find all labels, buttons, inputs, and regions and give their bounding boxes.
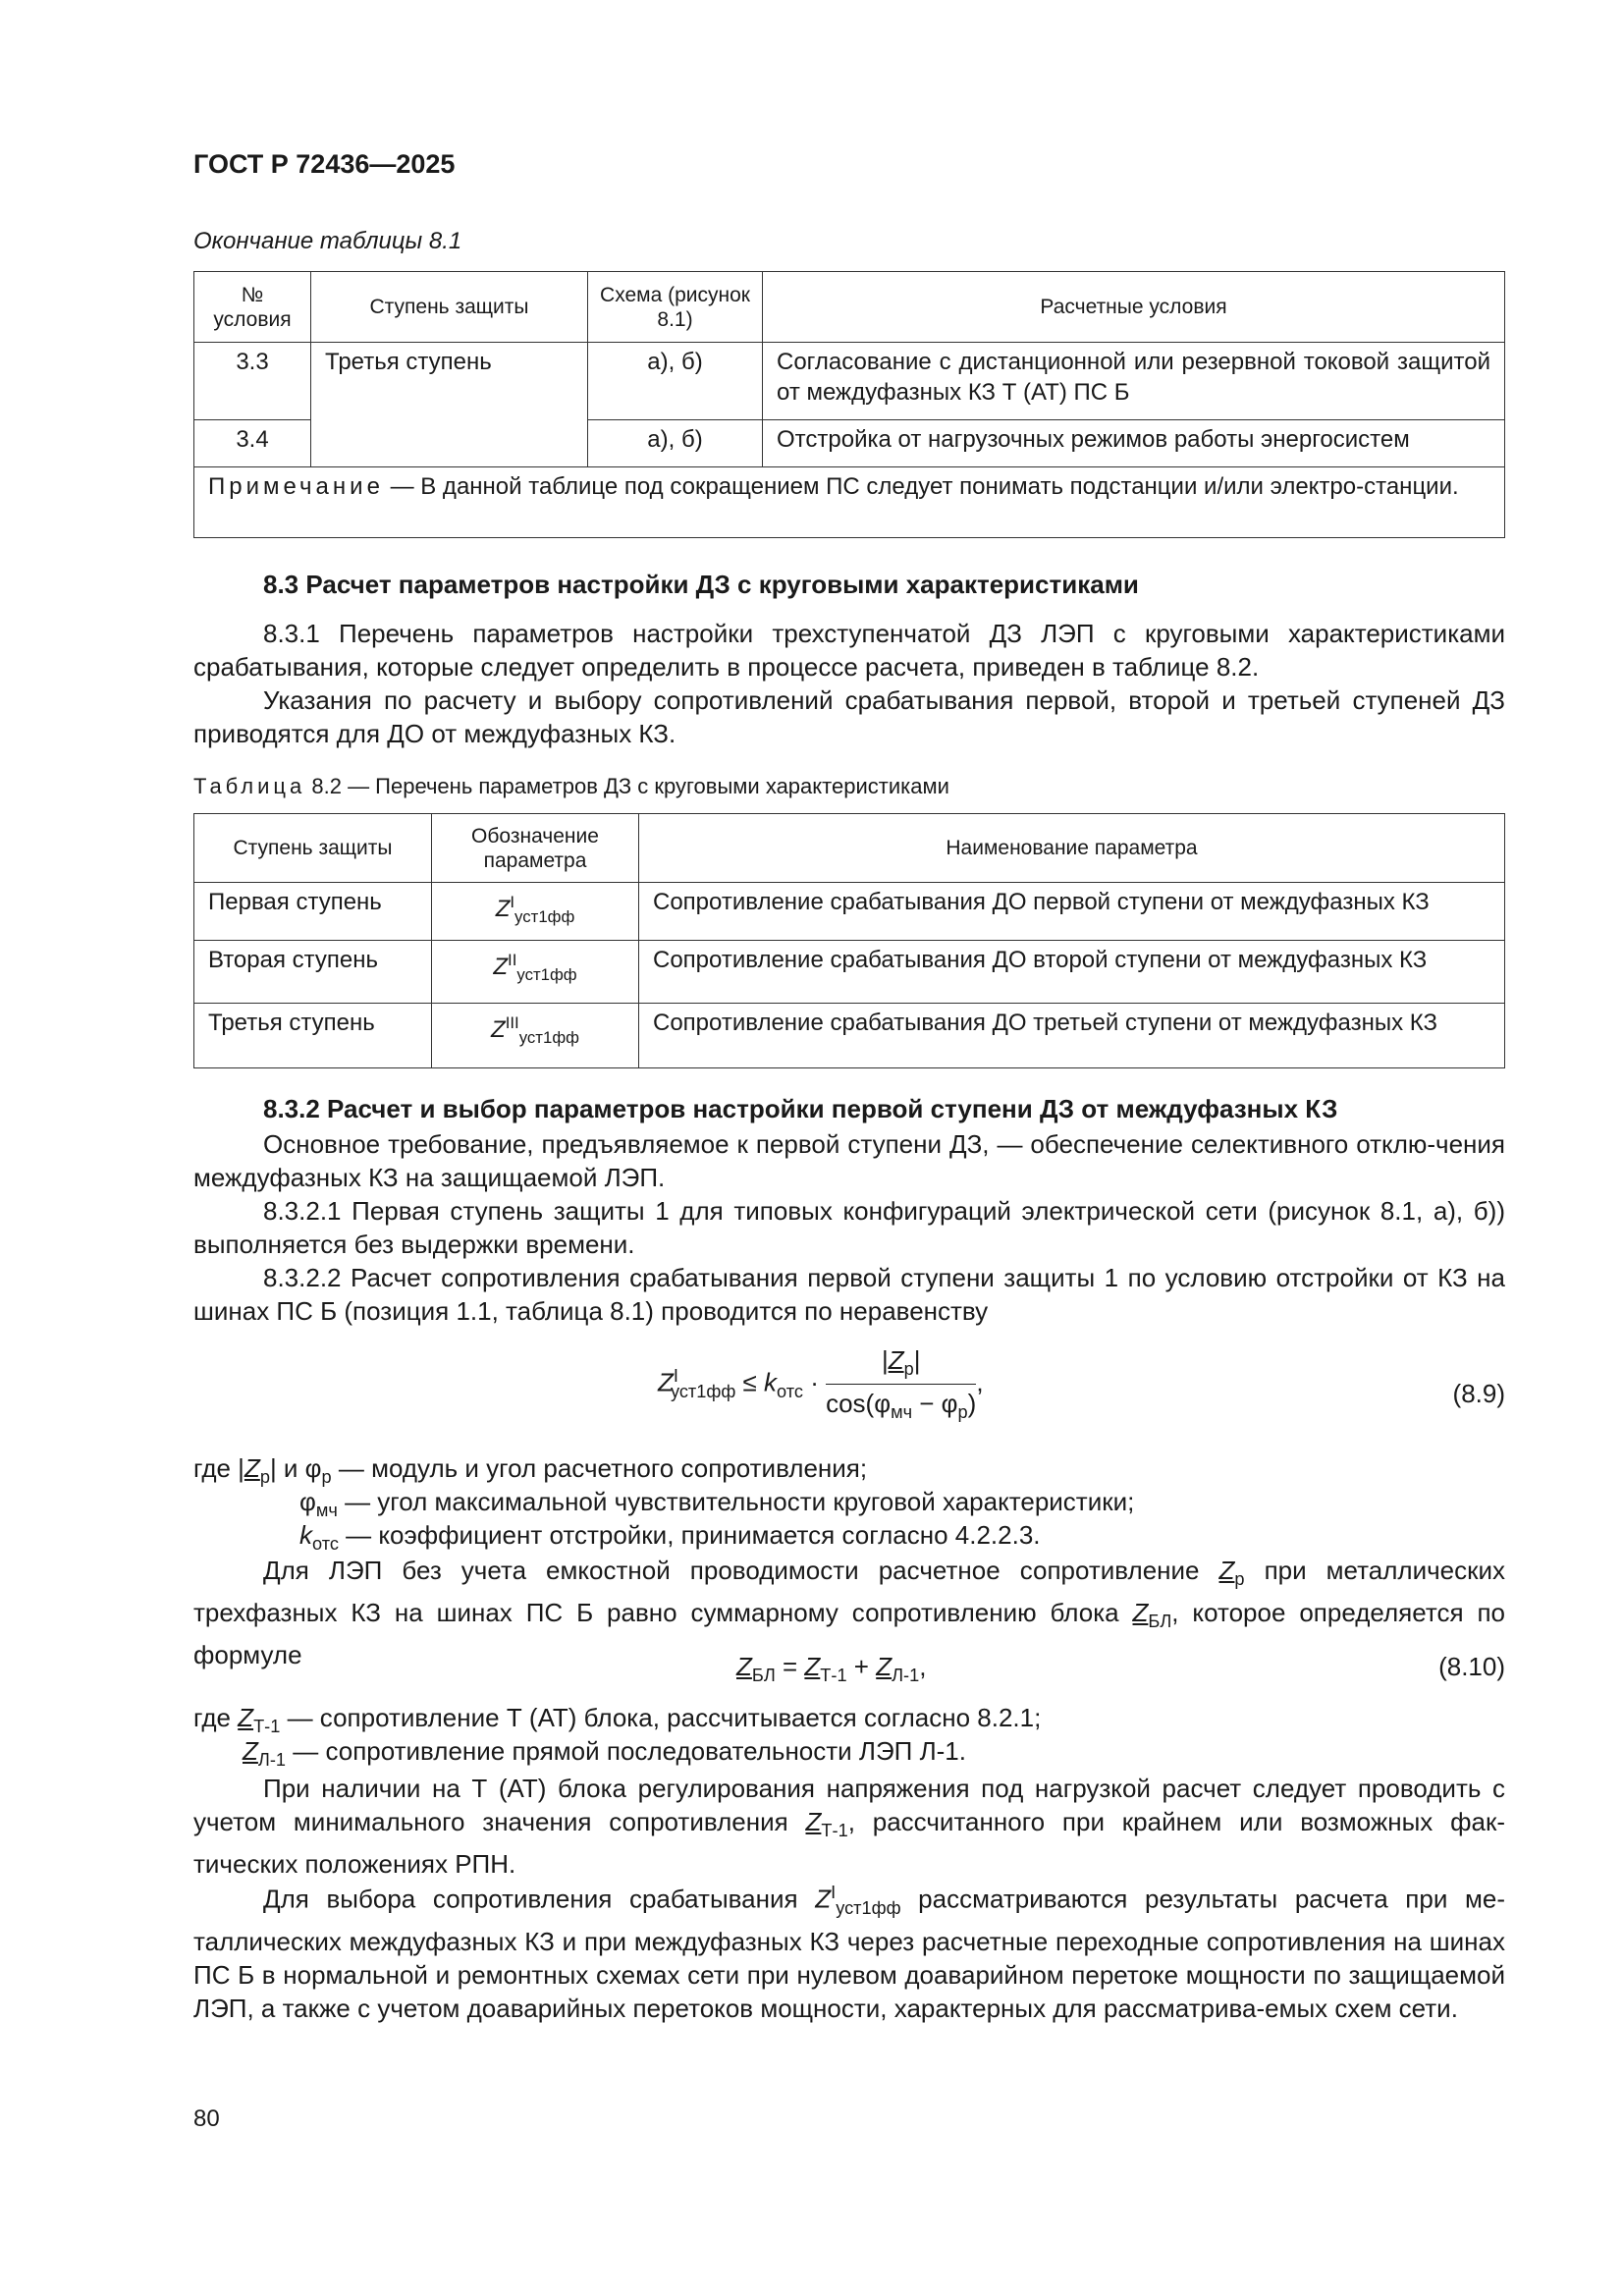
legend-text: — сопротивление Т (АТ) блока, рассчитывается согласно 8.2.1;	[280, 1703, 1042, 1732]
note-text: — В данной таблице под сокращением ПС следует понимать подстанции и/или электро-станции.	[383, 473, 1459, 500]
text-run: , рассчитанного при крайнем или возможных фак-тических положениях РПН.	[193, 1807, 1505, 1880]
caption-text: 8.2 — Перечень параметров ДЗ с круговыми характеристиками	[305, 774, 949, 798]
legend-text: — коэффициент отстройки, принимается согласно 4.2.2.3.	[338, 1520, 1041, 1550]
parameter-symbol: $Z^{II}_{уст1фф}$	[432, 940, 639, 1003]
column-header: Наименование параметра	[639, 814, 1505, 883]
table-row	[194, 883, 1505, 941]
table-cell: Сопротивление срабатывания ДО третьей ступени от междуфазных КЗ	[639, 1003, 1505, 1067]
table-note-row	[194, 467, 1505, 538]
table-row	[194, 1003, 1505, 1067]
table-cell: 3.3	[194, 343, 311, 420]
caption-label: Таблица	[193, 774, 306, 798]
table-8-2-caption	[193, 774, 949, 799]
table-8-1	[193, 271, 1505, 538]
text-run: , которое определяется по формуле	[193, 1598, 1505, 1670]
table-cell: Сопротивление срабатывания ДО первой ступени от междуфазных КЗ	[639, 883, 1505, 941]
note-label: Примечание	[208, 473, 384, 500]
paragraph: 8.3.2.2 Расчет сопротивления срабатывания первой ступени защиты 1 по условию отстройки от КЗ на шинах ПС Б (позиция 1.1, таблица 8.1) проводится по неравенству	[193, 1263, 1505, 1326]
paragraph: Для ЛЭП без учета емкостной проводимости расчетное сопротивление $Z_р$ при металлических трехфазных КЗ на шинах ПС Б равно суммарному сопротивлению блока $Z_{БЛ}$, которое определяется по формуле	[193, 1556, 1505, 1670]
table-cell: 3.4	[194, 420, 311, 467]
column-header: Расчетные условия	[763, 272, 1505, 343]
table-cell: Вторая ступень	[194, 940, 432, 1003]
table-8-2	[193, 813, 1505, 1068]
table-8-1-caption: Окончание таблицы 8.1	[193, 228, 462, 254]
paragraph: При наличии на Т (АТ) блока регулирования напряжения под нагрузкой расчет следует проводить с учетом минимального значения сопротивления $Z_{Т-1}$, рассчитанного при крайнем или возможных фак-тических положениях РПН.	[193, 1774, 1505, 1880]
table-cell: Первая ступень	[194, 883, 432, 941]
table-cell: Третья ступень	[311, 343, 588, 467]
symbol-sup: I	[510, 893, 515, 911]
section-8-3-title: 8.3 Расчет параметров настройки ДЗ с круговыми характеристиками	[263, 570, 1139, 599]
column-header: Обозначение параметра	[432, 814, 639, 883]
text-run: рассматриваются результаты расчета при ме-таллических междуфазных КЗ и при междуфазных КЗ через расчетные переходные сопротивления на шинах ПС Б в нормальной и ремонтных схемах сети при нулевом доаварийном перетоке мощности по защищаемой ЛЭП, а также с учетом доаварийных перетоков мощности, характерных для рассматрива-емых схем сети.	[193, 1884, 1505, 2023]
legend-text: — сопротивление прямой последовательности ЛЭП Л-1.	[286, 1736, 966, 1766]
table-note	[194, 467, 1505, 538]
table-header-row	[194, 272, 1505, 343]
paragraph: 8.3.2.1 Первая ступень защиты 1 для типовых конфигураций электрической сети (рисунок 8.1, а), б)) выполняется без выдержки времени.	[193, 1196, 1505, 1259]
paragraph: 8.3.1 Перечень параметров настройки трехступенчатой ДЗ ЛЭП с круговыми характеристиками срабатывания, которые следует определить в процессе расчета, приведен в таблице 8.2.	[193, 619, 1505, 682]
paragraph: Указания по расчету и выбору сопротивлений срабатывания первой, второй и третьей ступеней ДЗ приводятся для ДО от междуфазных КЗ.	[193, 685, 1505, 748]
text-run: Для выбора сопротивления срабатывания	[263, 1884, 816, 1914]
text-run: при металлических трехфазных КЗ на шинах ПС Б равно суммарному сопротивлению блока	[193, 1556, 1505, 1628]
legend-line: $k_{отс}$ — коэффициент отстройки, принимается согласно 4.2.2.3.	[299, 1520, 1041, 1555]
equation-number: (8.10)	[1438, 1652, 1505, 1681]
table-cell: Третья ступень	[194, 1003, 432, 1067]
symbol-sub: уст1фф	[514, 906, 575, 926]
page-number: 80	[193, 2105, 220, 2132]
parameter-symbol: $Z^{III}_{уст1фф}$	[432, 1003, 639, 1067]
column-header: Ступень защиты	[311, 272, 588, 343]
legend-line: $\varphi_{мч}$ — угол максимальной чувствительности круговой характеристики;	[299, 1487, 1135, 1521]
table-cell: Отстройка от нагрузочных режимов работы энергосистем	[763, 420, 1505, 467]
parameter-symbol: $Z^I_{уст1фф}$	[432, 883, 639, 941]
column-header: Схема (рисунок 8.1)	[588, 272, 763, 343]
text-run: Для ЛЭП без учета емкостной проводимости расчетное сопротивление	[263, 1556, 1219, 1585]
symbol-sup: III	[505, 1012, 519, 1032]
paragraph: Для выбора сопротивления срабатывания $Z^I_{уст1фф}$ рассматриваются результаты расчета при ме-таллических междуфазных КЗ и при междуфазных КЗ через расчетные переходные сопротивления на шинах ПС Б в нормальной и ремонтных схемах сети при нулевом доаварийном перетоке мощности по защищаемой ЛЭП, а также с учетом доаварийных перетоков мощности, характерных для рассматрива-емых схем сети.	[193, 1883, 1505, 2023]
column-header: № условия	[194, 272, 311, 343]
symbol-sub: уст1фф	[518, 1027, 579, 1047]
legend-line: $Z_{Л-1}$ — сопротивление прямой последовательности ЛЭП Л-1.	[243, 1736, 966, 1771]
equation-number: (8.9)	[1452, 1379, 1505, 1408]
table-cell: Согласование с дистанционной или резервной токовой защитой от междуфазных КЗ Т (АТ) ПС Б	[763, 343, 1505, 420]
legend-text: — угол максимальной чувствительности круговой характеристики;	[337, 1487, 1135, 1516]
legend-prefix: где	[193, 1453, 239, 1483]
legend-text: — модуль и угол расчетного сопротивления;	[331, 1453, 868, 1483]
text-run: При наличии на Т (АТ) блока регулирования напряжения под нагрузкой расчет следует проводить с учетом минимального значения сопротивления	[193, 1774, 1505, 1836]
formula-8-9: $Z^I_{уст1фф} \le k_{отс}$ · $\frac{|Z_р|}{\cos(\varphi_{мч} - \varphi_р)}$ ,	[658, 1345, 984, 1423]
table-row	[194, 343, 1505, 420]
column-header: Ступень защиты	[194, 814, 432, 883]
legend-line: где $|Z_р|$ и $\varphi_р$ — модуль и угол расчетного сопротивления;	[193, 1453, 868, 1488]
symbol-sup: II	[508, 950, 517, 969]
legend-line: где $Z_{Т-1}$ — сопротивление Т (АТ) блока, рассчитывается согласно 8.2.1;	[193, 1703, 1042, 1737]
table-cell: а), б)	[588, 420, 763, 467]
section-8-3-2-title: 8.3.2 Расчет и выбор параметров настройки первой ступени ДЗ от междуфазных КЗ	[263, 1094, 1338, 1123]
table-header-row	[194, 814, 1505, 883]
formula-8-10: $Z_{БЛ} = Z_{Т-1} + Z_{Л-1}$,	[736, 1652, 927, 1686]
table-cell: а), б)	[588, 343, 763, 420]
paragraph: Основное требование, предъявляемое к первой ступени ДЗ, — обеспечение селективного отклю-чения междуфазных КЗ на защищаемой ЛЭП.	[193, 1129, 1505, 1192]
symbol-sub: уст1фф	[516, 964, 577, 984]
table-row	[194, 940, 1505, 1003]
document-header: ГОСТ Р 72436—2025	[193, 149, 456, 179]
table-cell: Сопротивление срабатывания ДО второй ступени от междуфазных КЗ	[639, 940, 1505, 1003]
